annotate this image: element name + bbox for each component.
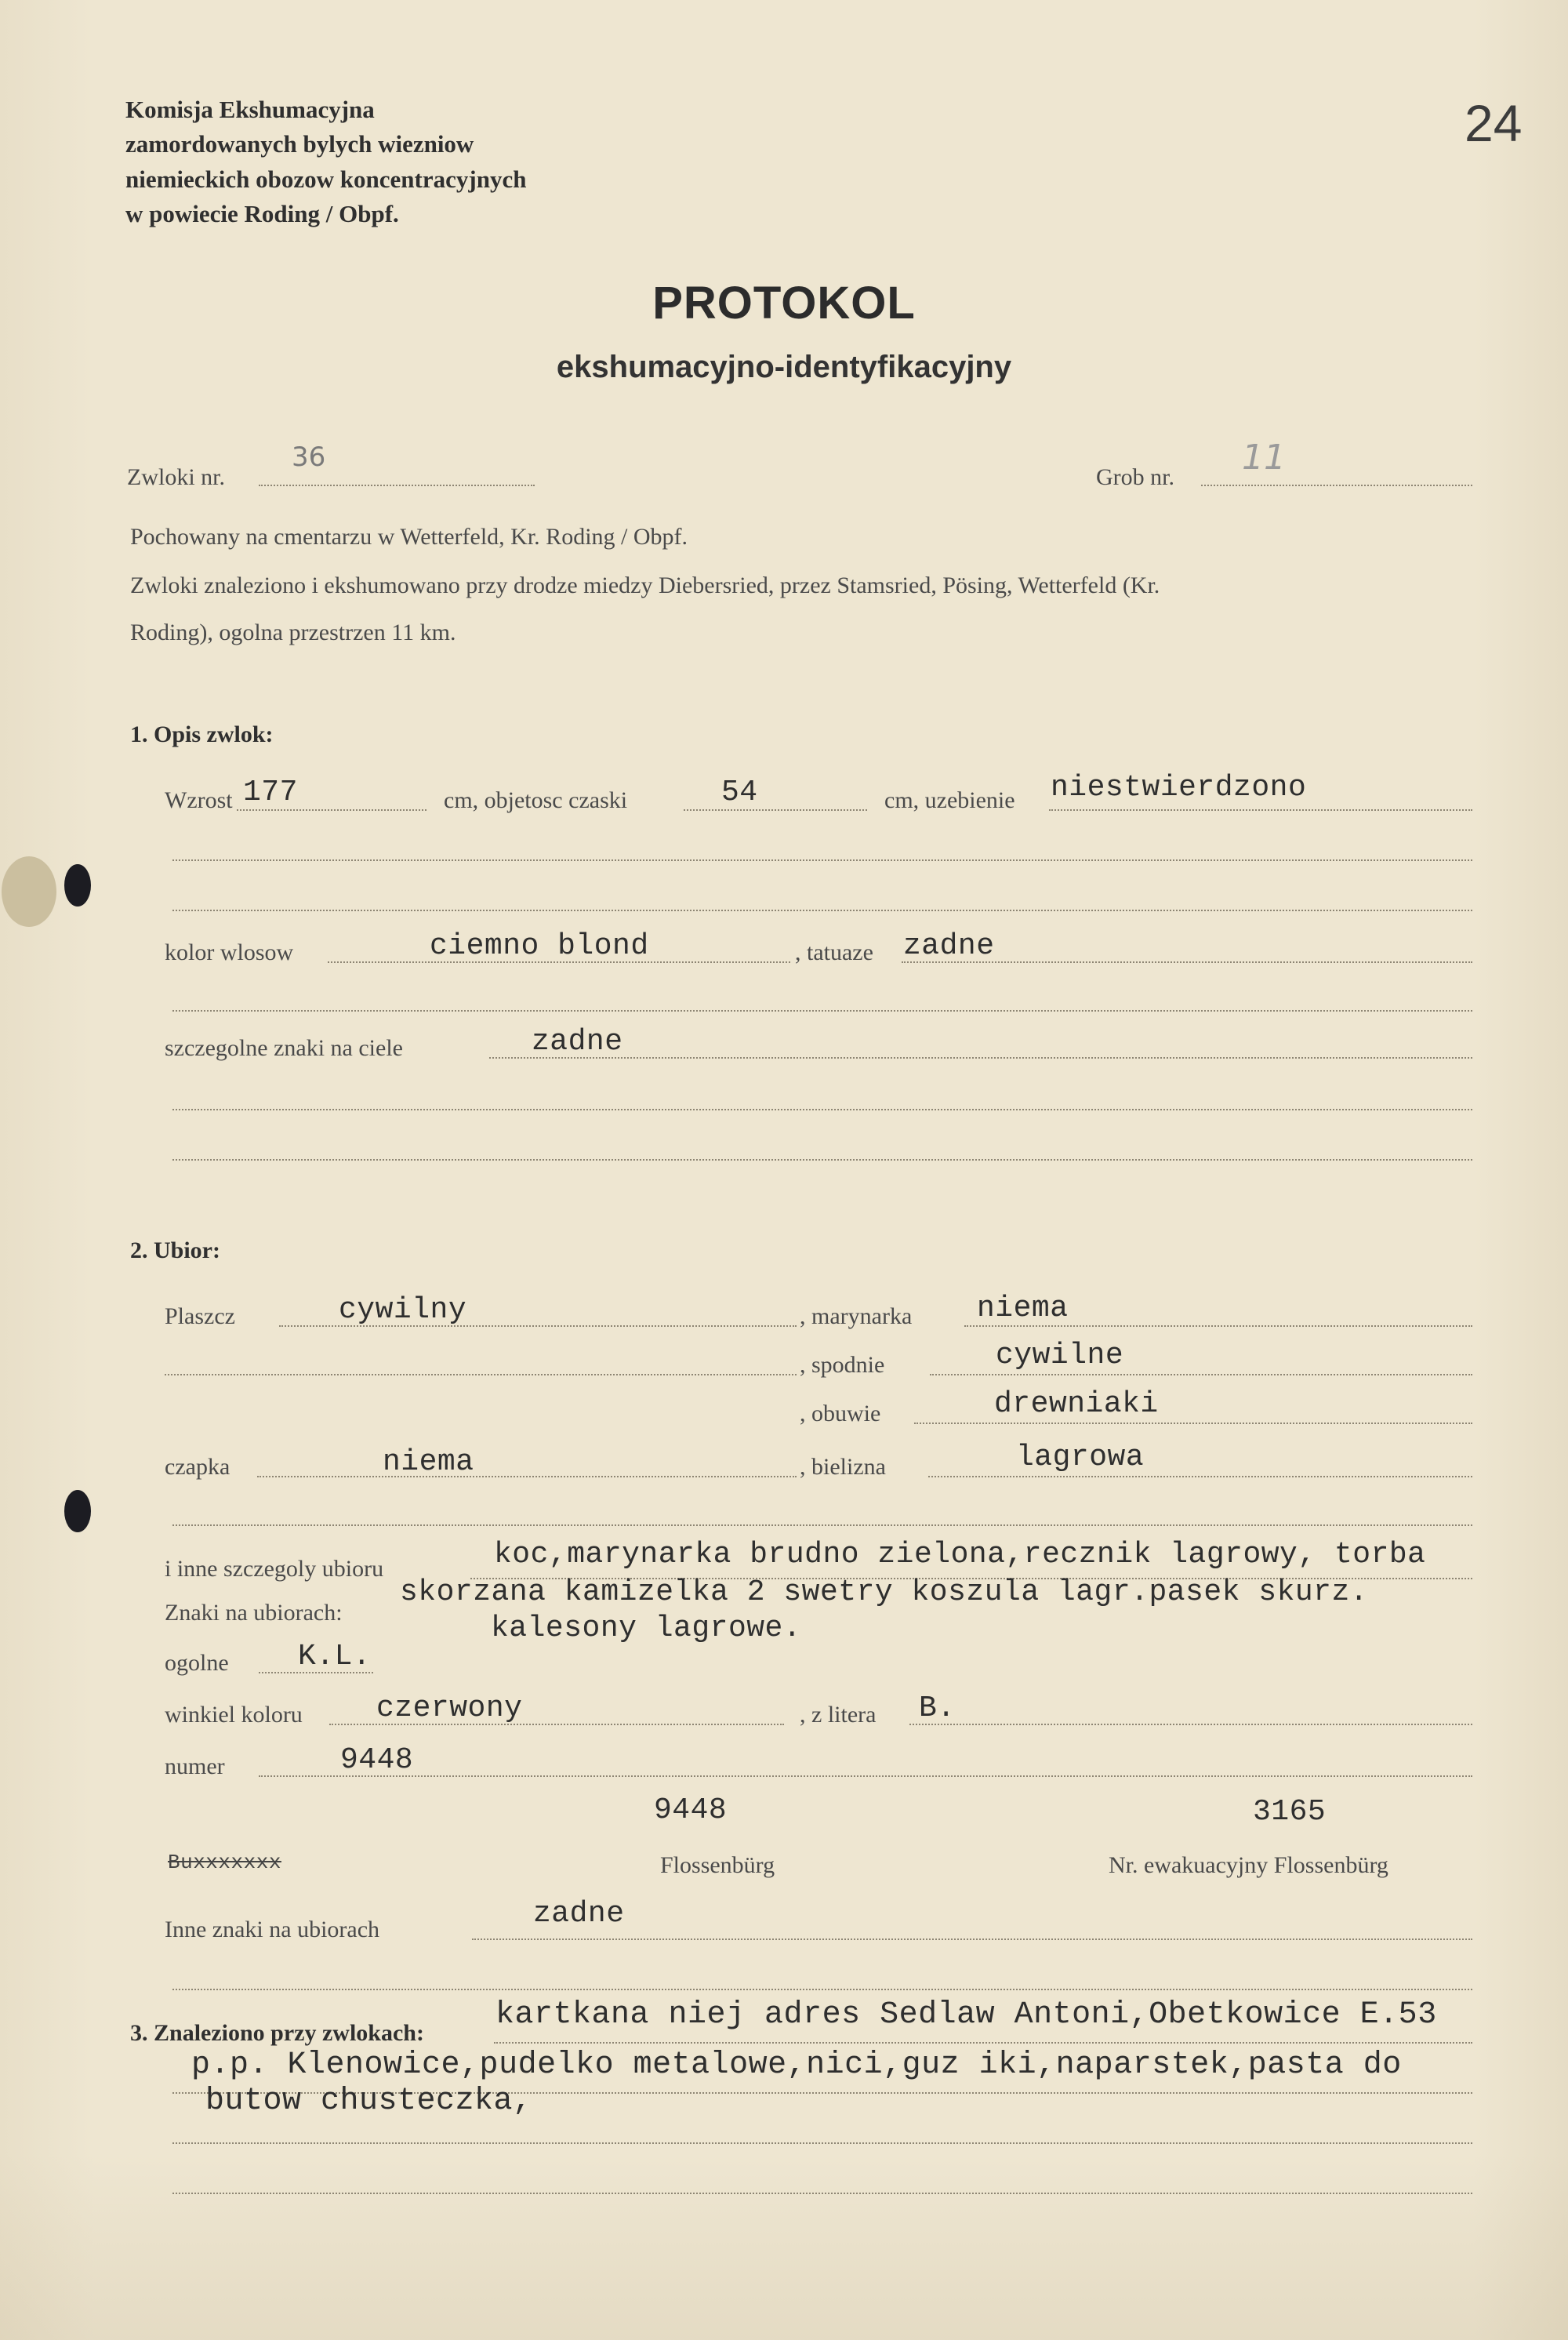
hair-value: ciemno blond <box>430 929 649 963</box>
marks-line <box>489 1057 1472 1059</box>
letter-label: , z litera <box>800 1702 877 1728</box>
page-number: 24 <box>1465 94 1523 152</box>
found-line-1: Zwloki znaleziono i ekshumowano przy drodze miedzy Diebersried, przez Stamsried, Pösing, Wetterfeld (Kr. <box>130 572 1160 598</box>
org-line-3: niemieckich obozow koncentracyjnych <box>125 165 527 193</box>
punch-hole-lower <box>64 1490 91 1532</box>
skull-value: 54 <box>721 776 758 809</box>
cap-value: niema <box>383 1445 474 1479</box>
coat-label: Plaszcz <box>165 1303 235 1329</box>
tattoo-value: zadne <box>903 929 995 963</box>
cap-label: czapka <box>165 1454 230 1480</box>
other-marks-value: zadne <box>533 1897 625 1931</box>
found-items-line-3 <box>172 2142 1472 2144</box>
trousers-line <box>930 1374 1472 1375</box>
found-items-line-4 <box>172 2193 1472 2194</box>
flossenburg-label: Flossenbürg <box>660 1852 775 1878</box>
underwear-label: , bielizna <box>800 1454 886 1480</box>
other-marks-label: Inne znaki na ubiorach <box>165 1917 380 1942</box>
teeth-value: niestwierdzono <box>1051 771 1307 805</box>
body-nr-line <box>259 485 535 486</box>
grave-nr-value: 11 <box>1242 438 1286 478</box>
section2-heading: 2. Ubior: <box>130 1237 220 1263</box>
skull-line <box>684 809 867 811</box>
number-line <box>259 1775 1472 1777</box>
letter-value: B. <box>919 1691 956 1725</box>
org-line-1: Komisja Ekshumacyjna <box>125 96 375 123</box>
clothing-marks-label: Znaki na ubiorach: <box>165 1600 343 1626</box>
jacket-line <box>964 1325 1472 1327</box>
evacuation-label: Nr. ewakuacyjny Flossenbürg <box>1109 1852 1388 1878</box>
trousers-label: , spodnie <box>800 1352 885 1378</box>
section1-heading: 1. Opis zwlok: <box>130 721 274 747</box>
marks-label: szczegolne znaki na ciele <box>165 1035 403 1061</box>
punch-hole-upper <box>64 864 91 907</box>
found-items-line-1 <box>494 2042 1472 2044</box>
grave-nr-line <box>1201 485 1472 486</box>
section3-heading: 3. Znaleziono przy zwlokach: <box>130 2020 424 2046</box>
trousers-left-line <box>165 1374 797 1375</box>
body-nr-label: Zwloki nr. <box>127 464 225 490</box>
found-items-line-2-text: p.p. Klenowice,pudelko metalowe,nici,guz iki,naparstek,pasta do <box>191 2048 1402 2083</box>
blank-line-6 <box>172 1524 1472 1526</box>
found-line-2: Roding), ogolna przestrzen 11 km. <box>130 620 456 645</box>
tattoo-label: , tatuaze <box>795 939 873 965</box>
other-marks-line <box>472 1938 1472 1940</box>
document-subtitle: ekshumacyjno-identyfikacyjny <box>556 350 1012 384</box>
blank-line-4 <box>172 1109 1472 1110</box>
underwear-line <box>928 1476 1472 1477</box>
found-items-line-1-text: kartkana niej adres Sedlaw Antoni,Obetkowice E.53 <box>495 1997 1437 2033</box>
other-details-line-2: skorzana kamizelka 2 swetry koszula lagr.pasek skurz. <box>400 1575 1369 1609</box>
number-label: numer <box>165 1753 225 1779</box>
cap-line <box>257 1476 797 1477</box>
trousers-value: cywilne <box>996 1339 1124 1372</box>
blank-line-1 <box>172 859 1472 861</box>
jacket-label: , marynarka <box>800 1303 913 1329</box>
flossenburg-number: 9448 <box>654 1793 728 1827</box>
punch-hole-ring-upper <box>2 856 56 927</box>
height-line <box>237 809 426 811</box>
triangle-value: czerwony <box>376 1691 523 1725</box>
general-value: K.L. <box>298 1640 372 1673</box>
blank-line-3 <box>172 1010 1472 1012</box>
cm-skull-label: cm, objetosc czaski <box>444 787 628 813</box>
marks-value: zadne <box>532 1025 623 1059</box>
evacuation-number: 3165 <box>1253 1795 1327 1829</box>
org-line-2: zamordowanych bylych wiezniow <box>125 130 474 158</box>
underwear-value: lagrowa <box>1016 1441 1145 1474</box>
height-value: 177 <box>243 776 298 809</box>
shoes-line <box>914 1423 1472 1424</box>
hair-label: kolor wlosow <box>165 939 294 965</box>
general-label: ogolne <box>165 1650 229 1676</box>
other-details-line-1: koc,marynarka brudno zielona,recznik lagrowy, torba <box>494 1538 1426 1572</box>
height-label: Wzrost <box>165 787 233 813</box>
blank-line-7 <box>172 1989 1472 1990</box>
triangle-label: winkiel koloru <box>165 1702 303 1728</box>
grave-nr-label: Grob nr. <box>1096 464 1174 490</box>
blank-line-2 <box>172 910 1472 911</box>
letter-line <box>909 1724 1472 1725</box>
document-title: PROTOKOL <box>652 278 916 329</box>
body-nr-value: 36 <box>292 441 326 473</box>
org-line-4: w powiecie Roding / Obpf. <box>125 200 399 227</box>
found-items-line-3-text: butow chusteczka, <box>205 2084 532 2119</box>
number-value: 9448 <box>340 1743 414 1777</box>
struck-out-label: Buxxxxxxx <box>168 1851 281 1874</box>
shoes-value: drewniaki <box>994 1387 1159 1421</box>
blank-line-5 <box>172 1159 1472 1161</box>
burial-line: Pochowany na cmentarzu w Wetterfeld, Kr. Roding / Obpf. <box>130 524 688 550</box>
other-details-line-3: kalesony lagrowe. <box>491 1611 802 1645</box>
shoes-label: , obuwie <box>800 1401 881 1426</box>
jacket-value: niema <box>977 1292 1069 1325</box>
coat-value: cywilny <box>339 1293 467 1327</box>
teeth-line <box>1049 809 1472 811</box>
other-details-label: i inne szczegoly ubioru <box>165 1556 384 1582</box>
cm-teeth-label: cm, uzebienie <box>884 787 1015 813</box>
